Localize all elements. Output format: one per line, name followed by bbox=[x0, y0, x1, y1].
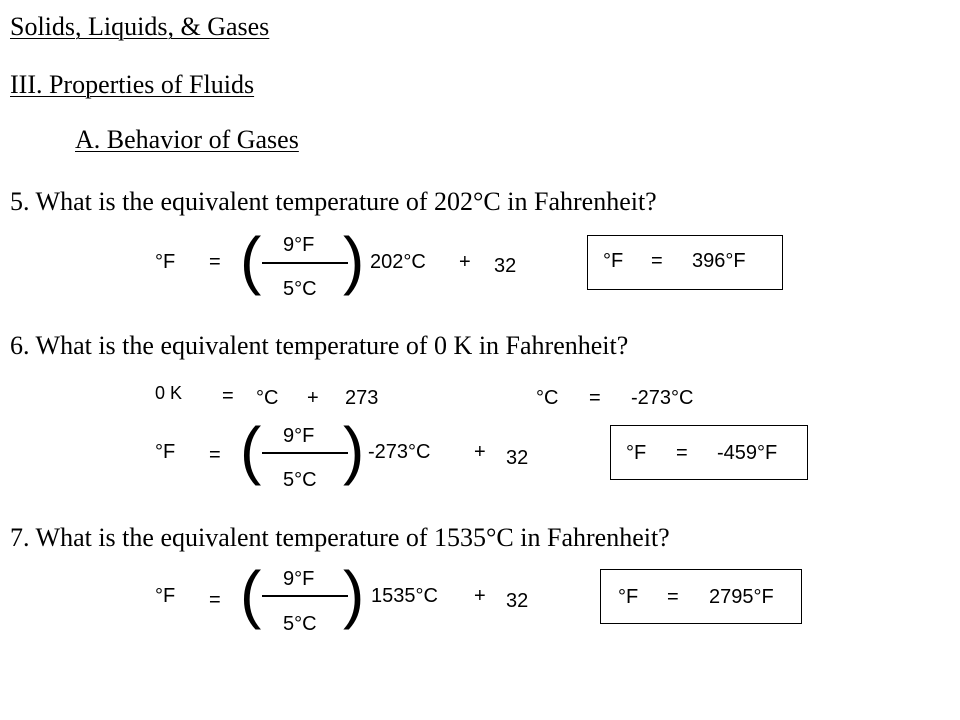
equation-7-value: 1535°C bbox=[371, 585, 438, 607]
equation-5-denominator: 5°C bbox=[283, 278, 317, 300]
answer-7-equals: = bbox=[667, 586, 679, 608]
equation-5-equals: = bbox=[209, 251, 221, 273]
equation-7-equals: = bbox=[209, 589, 221, 611]
equation-6-constant: 32 bbox=[506, 447, 529, 469]
equation-5-close-paren: ) bbox=[343, 224, 365, 296]
equation-5-lhs: °F bbox=[155, 251, 176, 273]
subsection-heading: A. Behavior of Gases bbox=[75, 125, 299, 154]
equation-7-constant: 32 bbox=[506, 590, 529, 612]
celsius-result-value: -273°C bbox=[631, 387, 694, 409]
celsius-result-lhs: °C bbox=[536, 387, 559, 409]
equation-6-fraction-bar bbox=[262, 452, 348, 454]
equation-5-value: 202°C bbox=[370, 251, 426, 273]
answer-7-value: 2795°F bbox=[709, 586, 774, 608]
question-5: 5. What is the equivalent temperature of 202°C in Fahrenheit? bbox=[10, 187, 657, 216]
answer-7-box bbox=[600, 569, 802, 624]
equation-7-denominator: 5°C bbox=[283, 613, 317, 635]
equation-5-fraction-bar bbox=[262, 262, 348, 264]
kelvin-lhs: 0 K bbox=[155, 383, 183, 403]
answer-5-equals: = bbox=[651, 250, 663, 272]
equation-6-numerator: 9°F bbox=[283, 425, 315, 447]
equation-7-close-paren: ) bbox=[343, 558, 365, 630]
kelvin-celsius: °C bbox=[256, 387, 279, 409]
equation-6-equals: = bbox=[209, 444, 221, 466]
equation-7-open-paren: ( bbox=[240, 558, 262, 630]
answer-6-value: -459°F bbox=[717, 442, 778, 464]
equation-5-open-paren: ( bbox=[240, 224, 262, 296]
section-heading: III. Properties of Fluids bbox=[10, 70, 255, 99]
equation-6-open-paren: ( bbox=[240, 414, 262, 486]
kelvin-plus: + bbox=[307, 387, 319, 409]
equation-6-denominator: 5°C bbox=[283, 469, 317, 491]
kelvin-equals: = bbox=[222, 385, 234, 407]
kelvin-constant: 273 bbox=[345, 387, 379, 409]
answer-7-lhs: °F bbox=[618, 586, 639, 608]
page-title: Solids, Liquids, & Gases bbox=[10, 12, 270, 41]
equation-5-plus: + bbox=[459, 251, 471, 273]
equation-6-plus: + bbox=[474, 441, 486, 463]
equation-7-numerator: 9°F bbox=[283, 568, 315, 590]
question-6: 6. What is the equivalent temperature of 0 K in Fahrenheit? bbox=[10, 331, 629, 360]
answer-5-box bbox=[587, 235, 783, 290]
answer-6-equals: = bbox=[676, 442, 688, 464]
equation-6-close-paren: ) bbox=[343, 414, 365, 486]
equation-7-fraction-bar bbox=[262, 595, 348, 597]
celsius-result-equals: = bbox=[589, 387, 601, 409]
answer-5-value: 396°F bbox=[692, 250, 746, 272]
equation-7-lhs: °F bbox=[155, 585, 176, 607]
equation-6-lhs: °F bbox=[155, 441, 176, 463]
equation-5-numerator: 9°F bbox=[283, 234, 315, 256]
answer-6-lhs: °F bbox=[626, 442, 647, 464]
equation-6-value: -273°C bbox=[368, 441, 431, 463]
equation-5-constant: 32 bbox=[494, 255, 517, 277]
answer-5-lhs: °F bbox=[603, 250, 624, 272]
answer-6-box bbox=[610, 425, 808, 480]
question-7: 7. What is the equivalent temperature of 1535°C in Fahrenheit? bbox=[10, 523, 670, 552]
equation-7-plus: + bbox=[474, 585, 486, 607]
